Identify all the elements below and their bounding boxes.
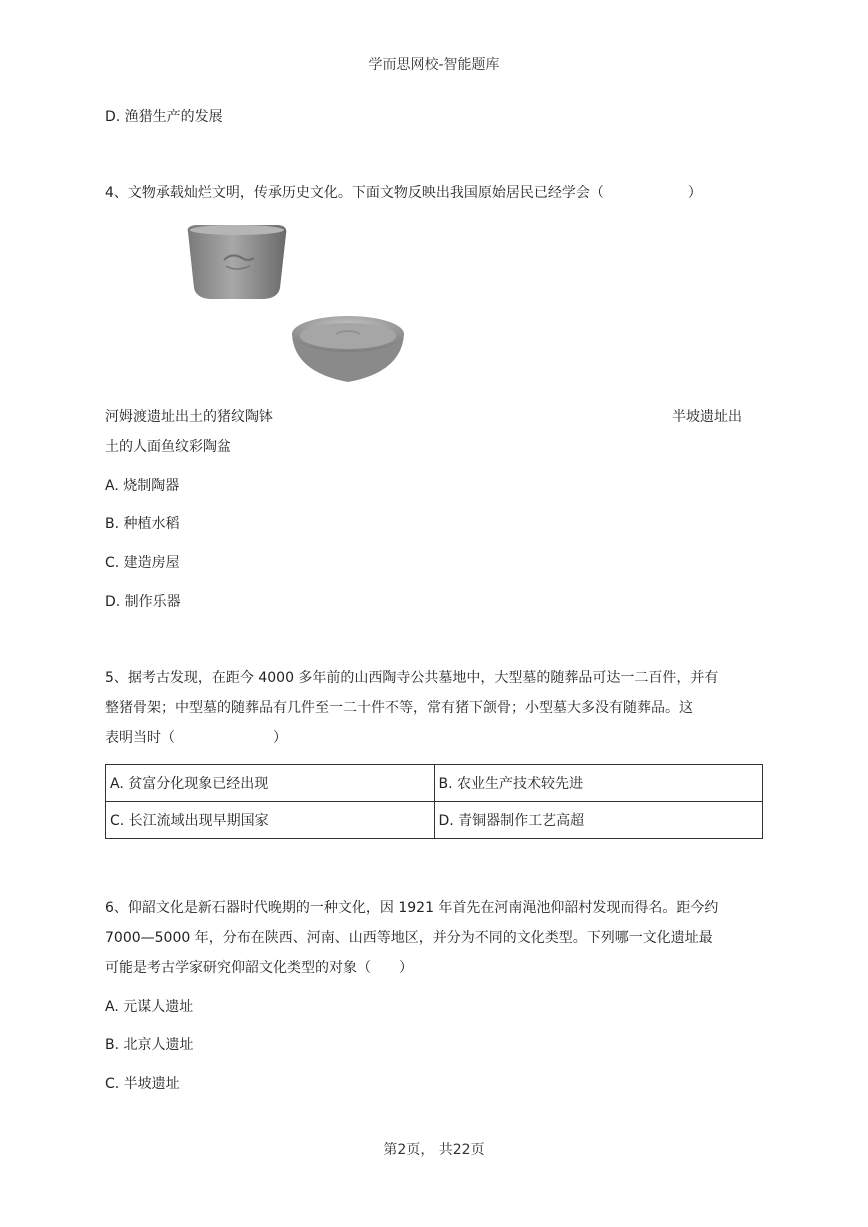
q5-stem-line-3: 表明当时（ ）	[105, 730, 287, 746]
q5-stem-line-1: 5、据考古发现，在距今 4000 多年前的山西陶寺公共墓地中，大型墓的随葬品可达一二百件，并有	[105, 670, 719, 686]
human-face-fish-basin-image	[288, 312, 408, 390]
q5-option-a[interactable]: A. 贫富分化现象已经出现	[106, 765, 435, 802]
pig-pattern-pottery-bowl-image	[184, 222, 290, 306]
q4-option-a[interactable]: A. 烧制陶器	[105, 478, 180, 494]
q5-stem-line-2: 整猪骨架；中型墓的随葬品有几件至一二十件不等，常有猪下颌骨；小型墓大多没有随葬品。这	[105, 700, 693, 716]
q4-caption-left: 河姆渡遗址出土的猪纹陶钵	[105, 409, 273, 425]
q6-stem-line-2: 7000—5000 年，分布在陕西、河南、山西等地区，并分为不同的文化类型。下列哪一文化遗址最	[105, 930, 713, 946]
q6-option-b[interactable]: B. 北京人遗址	[105, 1037, 194, 1053]
q5-option-b[interactable]: B. 农业生产技术较先进	[434, 765, 763, 802]
q6-option-c[interactable]: C. 半坡遗址	[105, 1076, 180, 1092]
q5-option-c[interactable]: C. 长江流域出现早期国家	[106, 802, 435, 839]
page-footer: 第2页， 共22页	[383, 1142, 485, 1158]
q6-option-a[interactable]: A. 元谋人遗址	[105, 999, 194, 1015]
q4-stem: 4、文物承载灿烂文明，传承历史文化。下面文物反映出我国原始居民已经学会（ ）	[105, 185, 702, 201]
q4-option-d[interactable]: D. 制作乐器	[105, 594, 181, 610]
prev-option-d: D. 渔猎生产的发展	[105, 109, 223, 125]
q6-stem-line-3: 可能是考古学家研究仰韶文化类型的对象（ ）	[105, 960, 413, 976]
q4-caption-right: 半坡遗址出	[672, 409, 742, 425]
q4-option-c[interactable]: C. 建造房屋	[105, 555, 180, 571]
q4-caption-continued: 土的人面鱼纹彩陶盆	[105, 439, 231, 455]
q5-option-d[interactable]: D. 青铜器制作工艺高超	[434, 802, 763, 839]
page-header: 学而思网校-智能题库	[368, 57, 500, 73]
q6-stem-line-1: 6、仰韶文化是新石器时代晚期的一种文化，因 1921 年首先在河南渑池仰韶村发现而得名。距今约	[105, 900, 719, 916]
q4-option-b[interactable]: B. 种植水稻	[105, 516, 180, 532]
q5-options-table	[105, 764, 763, 839]
